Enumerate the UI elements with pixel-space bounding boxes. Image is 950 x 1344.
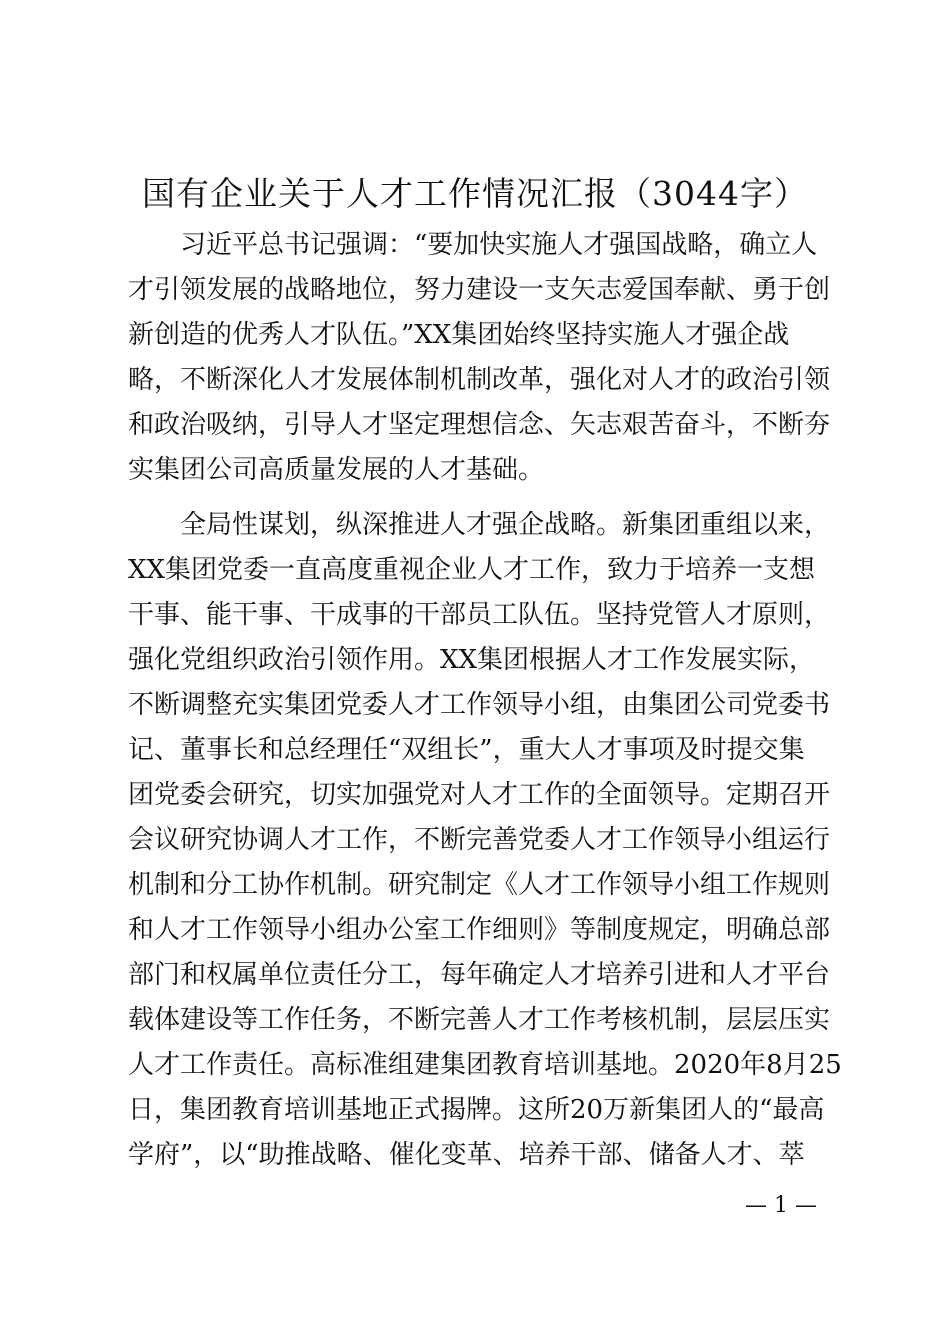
paragraph-1-line: 略，不断深化人才发展体制机制改革，强化对人才的政治引领 [128,365,831,395]
paragraph-2-line: 记、董事长和总经理任“双组长”，重大人才事项及时提交集 [128,735,805,765]
paragraph-2-line: 不断调整充实集团党委人才工作领导小组，由集团公司党委书 [128,690,831,720]
paragraph-2-line: 和人才工作领导小组办公室工作细则》等制度规定，明确总部 [128,915,831,945]
paragraph-2-line: 部门和权属单位责任分工，每年确定人才培养引进和人才平台 [128,960,831,990]
paragraph-1-line: 新创造的优秀人才队伍。”XX集团始终坚持实施人才强企战 [128,320,790,350]
paragraph-2-line: 日，集团教育培训基地正式揭牌。这所20万新集团人的“最高 [128,1095,825,1125]
paragraph-2-line: 会议研究协调人才工作，不断完善党委人才工作领导小组运行 [128,825,831,855]
paragraph-2-line: 人才工作责任。高标准组建集团教育培训基地。2020年8月25 [128,1050,842,1080]
page-number: — 1 — [745,1193,817,1218]
paragraph-1-line: 才引领发展的战略地位，努力建设一支矢志爱国奉献、勇于创 [128,275,831,305]
paragraph-2-line: 学府”，以“助推战略、催化变革、培养干部、储备人才、萃 [128,1140,805,1170]
paragraph-2-line: 机制和分工协作机制。研究制定《人才工作领导小组工作规则 [128,870,831,900]
paragraph-2-line: 团党委会研究，切实加强党对人才工作的全面领导。定期召开 [128,780,831,810]
paragraph-1-line: 和政治吸纳，引导人才坚定理想信念、矢志艰苦奋斗，不断夯 [128,410,831,440]
document-title: 国有企业关于人才工作情况汇报（3044字） [142,174,808,213]
paragraph-2-line: 载体建设等工作任务，不断完善人才工作考核机制，层层压实 [128,1005,831,1035]
paragraph-2-line: 全局性谋划，纵深推进人才强企战略。新集团重组以来， [128,510,831,540]
paragraph-2-line: XX集团党委一直高度重视企业人才工作，致力于培养一支想 [128,555,816,585]
paragraph-2-line: 干事、能干事、干成事的干部员工队伍。坚持党管人才原则， [128,600,831,630]
paragraph-1-line: 习近平总书记强调：“要加快实施人才强国战略，确立人 [128,230,818,260]
paragraph-1-line: 实集团公司高质量发展的人才基础。 [128,455,545,485]
paragraph-2-line: 强化党组织政治引领作用。XX集团根据人才工作发展实际， [128,645,816,675]
